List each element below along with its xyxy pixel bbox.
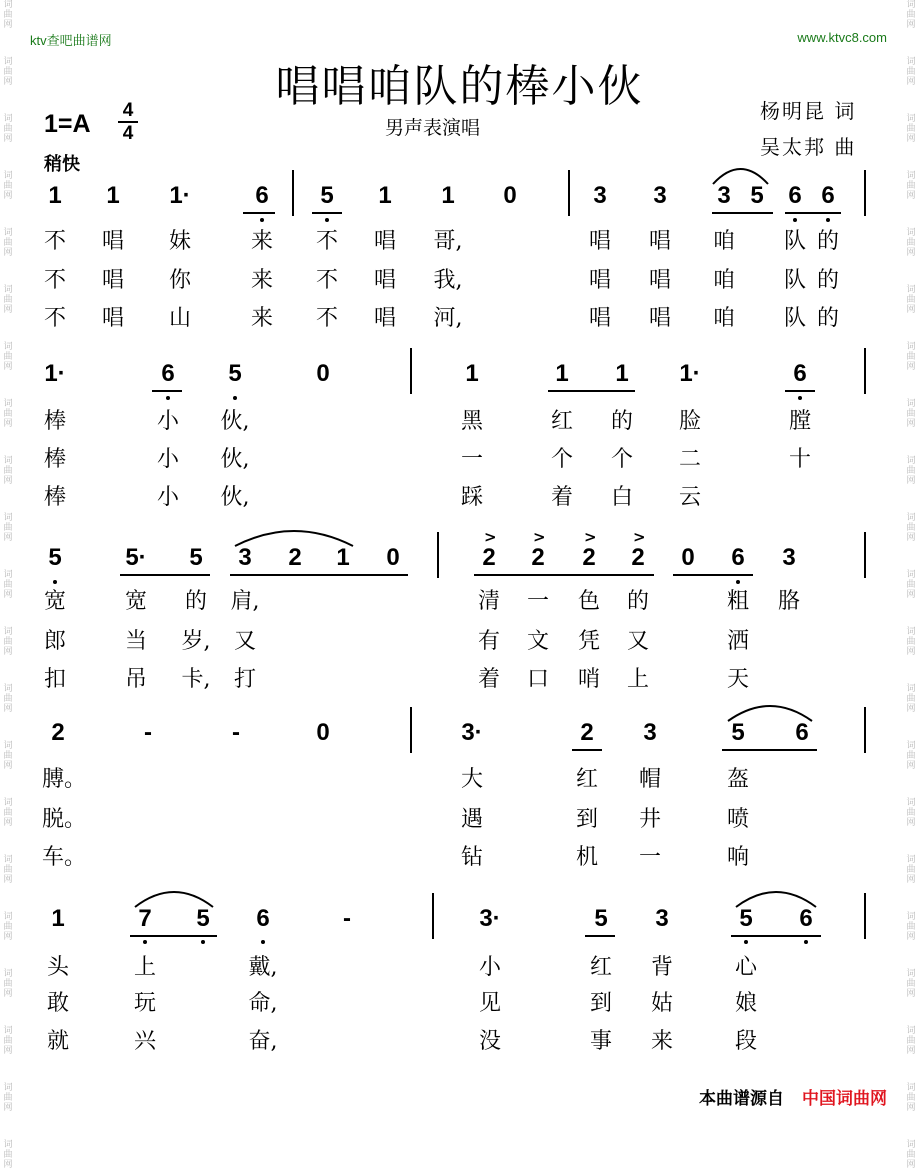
jianpu-note: 3 bbox=[593, 182, 607, 209]
lyric-char: 机 bbox=[575, 845, 598, 870]
side-watermark-text: 词 曲 网 bbox=[3, 342, 13, 372]
side-watermark-text: 词 曲 网 bbox=[906, 342, 916, 372]
lyric-char: 宽 bbox=[124, 589, 147, 614]
jianpu-note: 5 bbox=[189, 544, 203, 571]
jianpu-note: 3 bbox=[238, 544, 252, 571]
side-watermark-text: 词 曲 网 bbox=[3, 627, 13, 657]
lyric-char: 红 bbox=[589, 955, 612, 980]
accent-mark: > bbox=[633, 528, 646, 546]
side-watermark-text: 词 曲 网 bbox=[906, 1083, 916, 1113]
lyric-char: 唱 bbox=[648, 306, 671, 331]
lyric-char: 一 bbox=[460, 447, 483, 472]
lyric-char: 伙, bbox=[220, 447, 250, 472]
side-watermark-text: 词 曲 网 bbox=[3, 0, 13, 30]
jianpu-note: 3 bbox=[782, 544, 796, 571]
jianpu-note: 6 bbox=[255, 182, 269, 209]
lyric-char: 棒 bbox=[43, 409, 66, 434]
side-watermark-text: 词 曲 网 bbox=[906, 0, 916, 30]
jianpu-note: 2 bbox=[482, 544, 496, 571]
lyric-char: 来 bbox=[650, 1029, 673, 1054]
jianpu-note: 6 bbox=[793, 360, 807, 387]
lyric-char: 咱 bbox=[712, 229, 735, 254]
lyric-char: 哥, bbox=[433, 229, 463, 254]
lyric-char: 踩 bbox=[460, 485, 483, 510]
lyric-char: 打 bbox=[233, 667, 256, 692]
lyric-char: 膊。 bbox=[42, 767, 87, 792]
side-watermark-text: 词 曲 网 bbox=[906, 855, 916, 885]
jianpu-note: 0 bbox=[316, 719, 330, 746]
lyric-char: 段 bbox=[734, 1029, 757, 1054]
side-watermark-text: 词 曲 网 bbox=[906, 1140, 916, 1170]
lyric-char: 奋, bbox=[248, 1029, 278, 1054]
lyric-char: 着 bbox=[477, 667, 500, 692]
lyric-char: 队 bbox=[783, 229, 806, 254]
lyric-char: 的 bbox=[610, 409, 633, 434]
lyric-char: 二 bbox=[678, 447, 701, 472]
lyric-char: 帽 bbox=[638, 767, 661, 792]
lyric-char: 不 bbox=[43, 229, 66, 254]
side-watermark-text: 词 曲 网 bbox=[906, 228, 916, 258]
jianpu-note: - bbox=[343, 905, 351, 932]
lyric-char: 又 bbox=[626, 629, 649, 654]
lyric-char: 娘 bbox=[734, 991, 757, 1016]
lyric-char: 咱 bbox=[712, 306, 735, 331]
lyric-char: 天 bbox=[726, 667, 749, 692]
lyric-char: 棒 bbox=[43, 447, 66, 472]
jianpu-note: 6 bbox=[161, 360, 175, 387]
lyric-char: 车。 bbox=[42, 845, 87, 870]
lyric-char: 郎 bbox=[43, 629, 66, 654]
jianpu-note: 6 bbox=[821, 182, 835, 209]
lyric-char: 我, bbox=[433, 268, 463, 293]
lyric-char: 棒 bbox=[43, 485, 66, 510]
side-watermark-text: 词 曲 网 bbox=[3, 513, 13, 543]
lyric-char: 小 bbox=[156, 485, 179, 510]
lyric-char: 咱 bbox=[712, 268, 735, 293]
jianpu-note: 1 bbox=[336, 544, 350, 571]
jianpu-note: 5 bbox=[48, 544, 62, 571]
lyric-char: 唱 bbox=[373, 306, 396, 331]
jianpu-note: 6 bbox=[799, 905, 813, 932]
lyric-char: 云 bbox=[678, 485, 701, 510]
lyric-char: 凭 bbox=[577, 629, 600, 654]
lyric-char: 上 bbox=[133, 955, 156, 980]
lyric-char: 红 bbox=[550, 409, 573, 434]
lyric-char: 脱。 bbox=[42, 807, 87, 832]
jianpu-note: 1· bbox=[169, 182, 191, 209]
lyric-char: 队 bbox=[783, 306, 806, 331]
lyric-char: 唱 bbox=[648, 268, 671, 293]
jianpu-note: 3· bbox=[479, 905, 501, 932]
lyric-char: 到 bbox=[575, 807, 598, 832]
lyric-char: 不 bbox=[315, 268, 338, 293]
lyric-char: 有 bbox=[477, 629, 500, 654]
lyric-char: 小 bbox=[156, 447, 179, 472]
lyric-char: 伙, bbox=[220, 485, 250, 510]
lyric-char: 小 bbox=[478, 955, 501, 980]
jianpu-note: 1· bbox=[44, 360, 66, 387]
side-watermark-text: 词 曲 网 bbox=[3, 855, 13, 885]
lyric-char: 队 bbox=[783, 268, 806, 293]
jianpu-note: 5 bbox=[594, 905, 608, 932]
side-watermark-text: 词 曲 网 bbox=[3, 1026, 13, 1056]
lyric-char: 盔 bbox=[726, 767, 749, 792]
lyric-char: 的 bbox=[816, 268, 839, 293]
lyric-char: 扣 bbox=[43, 667, 66, 692]
slur-arc bbox=[135, 892, 213, 907]
lyric-char: 伙, bbox=[220, 409, 250, 434]
watermark-right: www.ktvc8.com bbox=[797, 30, 887, 45]
lyric-char: 唱 bbox=[101, 268, 124, 293]
jianpu-note: 3 bbox=[643, 719, 657, 746]
lyric-char: 唱 bbox=[588, 229, 611, 254]
side-watermark-text: 词 曲 网 bbox=[906, 912, 916, 942]
side-watermark-text: 词 曲 网 bbox=[3, 1083, 13, 1113]
side-watermark-text: 词 曲 网 bbox=[906, 513, 916, 543]
lyric-char: 卡, bbox=[181, 667, 211, 692]
lyric-char: 粗 bbox=[726, 589, 749, 614]
lyric-char: 色 bbox=[577, 589, 600, 614]
side-watermark-text: 词 曲 网 bbox=[3, 684, 13, 714]
accent-mark: > bbox=[533, 528, 546, 546]
jianpu-note: 5 bbox=[739, 905, 753, 932]
lyric-char: 清 bbox=[477, 589, 500, 614]
lyric-char: 不 bbox=[315, 306, 338, 331]
jianpu-note: 5 bbox=[228, 360, 242, 387]
lyric-char: 不 bbox=[315, 229, 338, 254]
lyric-char: 哨 bbox=[577, 667, 600, 692]
jianpu-note: 2 bbox=[580, 719, 594, 746]
source-label: 本曲谱源自 bbox=[699, 1089, 784, 1109]
lyric-char: 妹 bbox=[168, 229, 191, 254]
slur-arc bbox=[736, 892, 816, 907]
jianpu-note: 1 bbox=[378, 182, 392, 209]
lyricist-credit: 杨明昆 词 bbox=[760, 99, 857, 123]
lyric-char: 十 bbox=[788, 447, 811, 472]
accent-mark: > bbox=[484, 528, 497, 546]
lyric-char: 你 bbox=[168, 268, 191, 293]
side-watermark-text: 词 曲 网 bbox=[906, 684, 916, 714]
jianpu-note: 5· bbox=[125, 544, 147, 571]
lyric-char: 肩, bbox=[230, 589, 260, 614]
side-watermark-text: 词 曲 网 bbox=[3, 228, 13, 258]
lyric-char: 唱 bbox=[588, 306, 611, 331]
jianpu-note: 3· bbox=[461, 719, 483, 746]
lyric-char: 头 bbox=[46, 955, 69, 980]
lyric-char: 洒 bbox=[726, 629, 749, 654]
jianpu-note: - bbox=[232, 719, 240, 746]
lyric-char: 喷 bbox=[726, 807, 749, 832]
lyric-char: 就 bbox=[46, 1029, 69, 1054]
slur-arc bbox=[235, 531, 353, 546]
time-signature-bottom: 4 bbox=[122, 123, 134, 144]
accent-mark: > bbox=[584, 528, 597, 546]
lyric-char: 心 bbox=[734, 955, 757, 980]
jianpu-note: 2 bbox=[51, 719, 65, 746]
lyric-char: 背 bbox=[650, 955, 673, 980]
lyric-char: 小 bbox=[156, 409, 179, 434]
lyric-char: 敢 bbox=[46, 991, 69, 1016]
jianpu-note: 2 bbox=[631, 544, 645, 571]
jianpu-note: 5 bbox=[731, 719, 745, 746]
lyric-char: 个 bbox=[550, 447, 573, 472]
slur-arc bbox=[713, 169, 768, 184]
lyric-char: 山 bbox=[168, 306, 191, 331]
performance-note: 男声表演唱 bbox=[385, 117, 481, 139]
side-watermark-text: 词 曲 网 bbox=[906, 285, 916, 315]
jianpu-note: 3 bbox=[653, 182, 667, 209]
lyric-char: 岁, bbox=[181, 629, 211, 654]
lyric-char: 不 bbox=[43, 306, 66, 331]
jianpu-note: 2 bbox=[531, 544, 545, 571]
lyric-char: 命, bbox=[248, 991, 278, 1016]
source-site: 中国词曲网 bbox=[802, 1089, 887, 1109]
tempo-marking: 稍快 bbox=[44, 154, 80, 175]
jianpu-note: 5 bbox=[320, 182, 334, 209]
lyric-char: 黑 bbox=[460, 409, 483, 434]
side-watermark-text: 词 曲 网 bbox=[906, 741, 916, 771]
side-watermark-text: 词 曲 网 bbox=[906, 1026, 916, 1056]
side-watermark-text: 词 曲 网 bbox=[3, 798, 13, 828]
lyric-char: 当 bbox=[124, 629, 147, 654]
jianpu-note: 5 bbox=[750, 182, 764, 209]
jianpu-note: 6 bbox=[256, 905, 270, 932]
lyric-char: 事 bbox=[589, 1029, 612, 1054]
lyric-char: 见 bbox=[478, 991, 501, 1016]
jianpu-note: 7 bbox=[138, 905, 152, 932]
jianpu-note: 1 bbox=[615, 360, 629, 387]
side-watermark-text: 词 曲 网 bbox=[906, 456, 916, 486]
jianpu-note: 6 bbox=[731, 544, 745, 571]
lyric-char: 唱 bbox=[588, 268, 611, 293]
lyric-char: 遇 bbox=[460, 807, 483, 832]
side-watermark-text: 词 曲 网 bbox=[906, 627, 916, 657]
side-watermark-text: 词 曲 网 bbox=[906, 114, 916, 144]
side-watermark-text: 词 曲 网 bbox=[3, 57, 13, 87]
lyric-char: 唱 bbox=[101, 306, 124, 331]
jianpu-note: 1 bbox=[106, 182, 120, 209]
side-watermark-text: 词 曲 网 bbox=[906, 969, 916, 999]
lyric-char: 着 bbox=[550, 485, 573, 510]
lyric-char: 来 bbox=[250, 306, 273, 331]
source-credit bbox=[699, 1084, 887, 1109]
lyric-char: 宽 bbox=[43, 589, 66, 614]
jianpu-note: 0 bbox=[316, 360, 330, 387]
lyric-char: 的 bbox=[184, 589, 207, 614]
lyric-char: 一 bbox=[526, 589, 549, 614]
jianpu-note: 0 bbox=[386, 544, 400, 571]
lyric-char: 不 bbox=[43, 268, 66, 293]
lyric-char: 钻 bbox=[460, 845, 483, 870]
side-watermark-text: 词 曲 网 bbox=[3, 912, 13, 942]
side-watermark-text: 词 曲 网 bbox=[3, 114, 13, 144]
lyric-char: 响 bbox=[726, 845, 749, 870]
jianpu-note: 1 bbox=[48, 182, 62, 209]
side-watermark-text: 词 曲 网 bbox=[906, 171, 916, 201]
lyric-char: 井 bbox=[638, 807, 661, 832]
watermark-left: ktv查吧曲谱网 bbox=[30, 33, 112, 48]
side-watermark-text: 词 曲 网 bbox=[3, 171, 13, 201]
lyric-char: 的 bbox=[626, 589, 649, 614]
jianpu-note: 6 bbox=[795, 719, 809, 746]
side-watermark-text: 词 曲 网 bbox=[906, 798, 916, 828]
lyric-char: 到 bbox=[589, 991, 612, 1016]
jianpu-note: 3 bbox=[717, 182, 731, 209]
jianpu-note: 1 bbox=[441, 182, 455, 209]
side-watermark-text: 词 曲 网 bbox=[906, 399, 916, 429]
side-watermark-text: 词 曲 网 bbox=[3, 456, 13, 486]
lyric-char: 唱 bbox=[373, 229, 396, 254]
song-title: 唱唱咱队的棒小伙 bbox=[275, 61, 644, 112]
lyric-char: 口 bbox=[526, 667, 549, 692]
lyric-char: 文 bbox=[526, 629, 549, 654]
lyric-char: 膛 bbox=[788, 409, 811, 434]
lyric-char: 个 bbox=[610, 447, 633, 472]
jianpu-note: 0 bbox=[681, 544, 695, 571]
jianpu-note: 2 bbox=[582, 544, 596, 571]
side-watermark-text: 词 曲 网 bbox=[3, 399, 13, 429]
lyric-char: 一 bbox=[638, 845, 661, 870]
lyric-char: 吊 bbox=[124, 667, 147, 692]
lyric-char: 戴, bbox=[248, 955, 278, 980]
jianpu-note: 1 bbox=[555, 360, 569, 387]
side-watermark-text: 词 曲 网 bbox=[3, 285, 13, 315]
lyric-char: 白 bbox=[610, 485, 633, 510]
time-signature-top: 4 bbox=[122, 100, 134, 121]
side-watermark-text: 词 曲 网 bbox=[906, 57, 916, 87]
lyric-char: 脸 bbox=[678, 409, 701, 434]
lyric-char: 大 bbox=[460, 767, 483, 792]
lyric-char: 的 bbox=[816, 306, 839, 331]
jianpu-note: 5 bbox=[196, 905, 210, 932]
lyric-char: 又 bbox=[233, 629, 256, 654]
lyric-char: 红 bbox=[575, 767, 598, 792]
lyric-char: 唱 bbox=[373, 268, 396, 293]
jianpu-note: 1· bbox=[679, 360, 701, 387]
lyric-char: 兴 bbox=[133, 1029, 156, 1054]
lyric-char: 来 bbox=[250, 268, 273, 293]
lyric-char: 姑 bbox=[650, 991, 673, 1016]
jianpu-note: 6 bbox=[788, 182, 802, 209]
lyric-char: 唱 bbox=[101, 229, 124, 254]
side-watermark-text: 词 曲 网 bbox=[3, 1140, 13, 1170]
jianpu-note: 0 bbox=[503, 182, 517, 209]
lyric-char: 的 bbox=[816, 229, 839, 254]
side-watermark-text: 词 曲 网 bbox=[906, 570, 916, 600]
jianpu-note: 1 bbox=[465, 360, 479, 387]
slur-arc bbox=[728, 706, 812, 721]
side-watermark-text: 词 曲 网 bbox=[3, 741, 13, 771]
key-signature: 1=A bbox=[44, 110, 91, 138]
lyric-char: 胳 bbox=[777, 589, 800, 614]
jianpu-note: 3 bbox=[655, 905, 669, 932]
jianpu-note: 1 bbox=[51, 905, 65, 932]
composer-credit: 吴太邦 曲 bbox=[760, 135, 857, 159]
side-watermark-text: 词 曲 网 bbox=[3, 570, 13, 600]
lyric-char: 唱 bbox=[648, 229, 671, 254]
lyric-char: 上 bbox=[626, 667, 649, 692]
lyric-char: 来 bbox=[250, 229, 273, 254]
jianpu-note: 2 bbox=[288, 544, 302, 571]
lyric-char: 玩 bbox=[133, 991, 156, 1016]
lyric-char: 没 bbox=[478, 1029, 501, 1054]
side-watermark-text: 词 曲 网 bbox=[3, 969, 13, 999]
lyric-char: 河, bbox=[433, 306, 463, 331]
jianpu-note: - bbox=[144, 719, 152, 746]
